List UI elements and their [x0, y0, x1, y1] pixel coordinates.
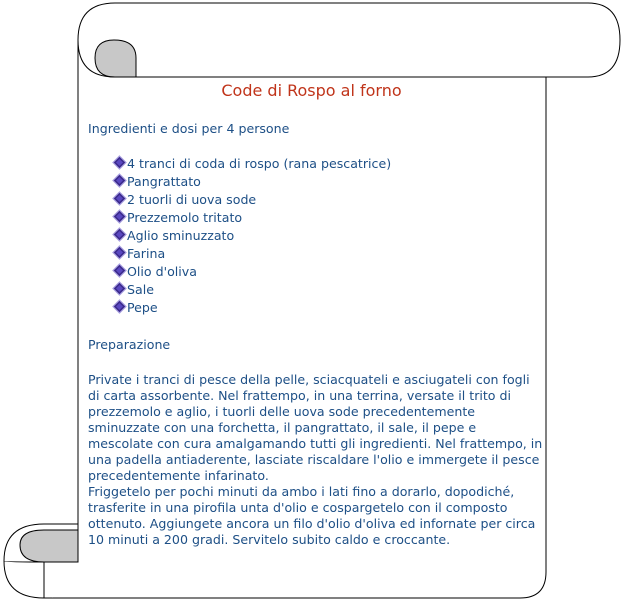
list-item: [112, 299, 391, 317]
diamond-bullet-icon: [112, 299, 127, 314]
diamond-bullet-icon: [112, 281, 127, 296]
preparation-text: Private i tranci di pesce della pelle, sciacquateli e asciugateli con fogli di carta assorbente. Nel frattempo, in una terrina, versate il trito di prezzemolo e aglio, i tuorli delle uova sode precedentemente sminuzzate con una forchetta, il pangrattato, il sale, il pepe e mescolate con cura amalgamando tutti gli ingredienti. Nel frattempo, in una padella antiaderente, lasciate riscaldare l'olio e immergete il pesce precedentemente infarinato. Friggetelo per pochi minuti da ambo i lati fino a dorarlo, dopodiché, trasferite in una pirofila unta d'olio e cospargetelo con il composto ottenuto. Aggiungete ancora un filo d'olio d'oliva ed infornate per circa 10 minuti a 200 gradi. Servitelo subito caldo e croccante.: [88, 372, 543, 547]
list-item: [112, 191, 391, 209]
ingredient-label: Sale: [127, 282, 154, 297]
ingredient-list: [112, 155, 391, 317]
ingredient-label: Olio d'oliva: [127, 264, 197, 279]
ingredients-heading: Ingredienti e dosi per 4 persone: [88, 121, 290, 136]
ingredient-label: 4 tranci di coda di rospo (rana pescatrice): [127, 156, 392, 171]
list-item: [112, 263, 391, 281]
preparation-heading: Preparazione: [88, 337, 171, 352]
ingredient-label: Prezzemolo tritato: [127, 210, 243, 225]
list-item: [112, 209, 391, 227]
list-item: [112, 173, 391, 191]
ingredient-label: Pangrattato: [127, 174, 201, 189]
list-item: [112, 155, 391, 173]
diamond-bullet-icon: [112, 263, 127, 278]
list-item: [112, 227, 391, 245]
ingredient-label: Farina: [127, 246, 166, 261]
diamond-bullet-icon: [112, 209, 127, 224]
ingredient-label: 2 tuorli di uova sode: [127, 192, 257, 207]
list-item: [112, 245, 391, 263]
diamond-bullet-icon: [112, 245, 127, 260]
ingredient-label: Aglio sminuzzato: [127, 228, 235, 243]
diamond-bullet-icon: [112, 173, 127, 188]
diamond-bullet-icon: [112, 227, 127, 242]
diamond-bullet-icon: [112, 191, 127, 206]
ingredient-label: Pepe: [127, 300, 158, 315]
diamond-bullet-icon: [112, 155, 127, 170]
recipe-title: Code di Rospo al forno: [221, 81, 402, 100]
list-item: [112, 281, 391, 299]
